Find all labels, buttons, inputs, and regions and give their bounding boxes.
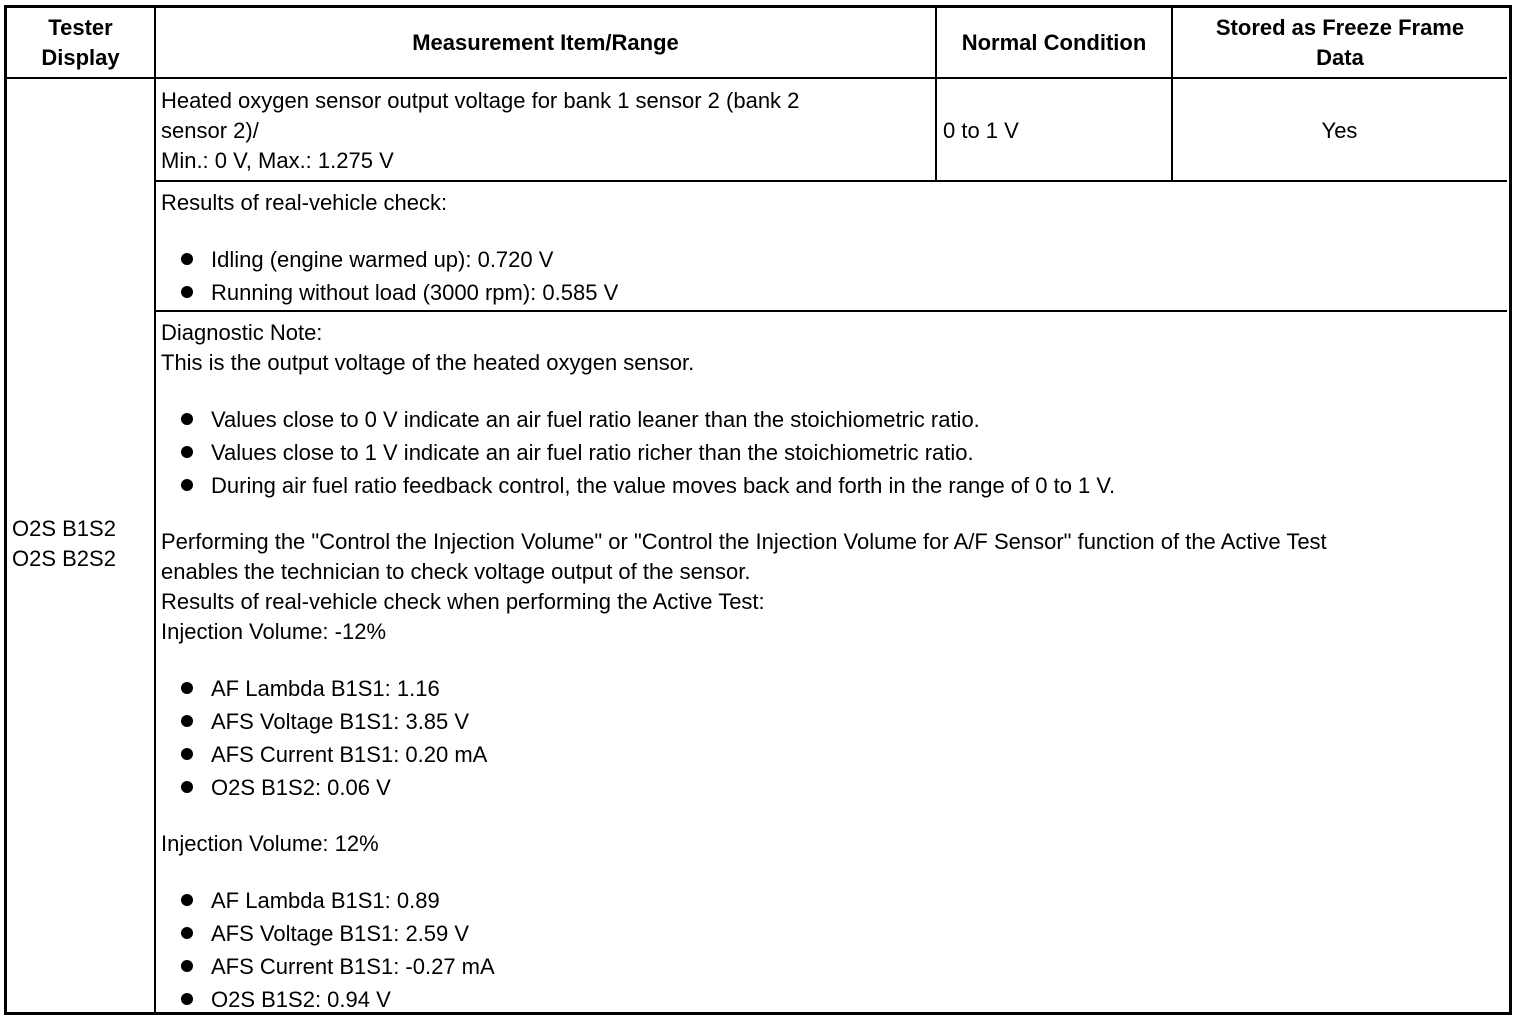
tester-display-b2s2: O2S B2S2 [12,546,116,571]
row2-divider [154,310,1507,312]
list-item: O2S B1S2: 0.94 V [161,983,1327,1016]
list-item: AF Lambda B1S1: 1.16 [161,672,1327,705]
header-tester-display: Tester Display [41,15,120,70]
list-item: Values close to 1 V indicate an air fuel ratio richer than the stoichiometric ratio. [161,436,1327,469]
normal-condition-value: 0 to 1 V [943,118,1019,143]
tester-display-cell [12,514,116,574]
header-measurement: Measurement Item/Range [412,30,679,55]
list-item: Running without load (3000 rpm): 0.585 V [161,276,618,309]
tester-display-b1s2: O2S B1S2 [12,516,116,541]
header-normal-condition: Normal Condition [961,30,1147,55]
real-vehicle-check-cell [161,188,618,309]
list-item: AFS Voltage B1S1: 2.59 V [161,917,1327,950]
diagnostic-note-list [161,403,1327,502]
row1-divider [154,180,1507,182]
list-item: AFS Voltage B1S1: 3.85 V [161,705,1327,738]
list-item: AFS Current B1S1: -0.27 mA [161,950,1327,983]
real-vehicle-check-title: Results of real-vehicle check: [161,190,448,215]
list-item: AF Lambda B1S1: 0.89 [161,884,1327,917]
injection-volume-plus-title: Injection Volume: 12% [161,831,379,856]
measurement-line: Heated oxygen sensor output voltage for bank 1 sensor 2 (bank 2 [161,88,800,113]
list-item: O2S B1S2: 0.06 V [161,771,1327,804]
freeze-frame-value: Yes [1321,118,1358,143]
list-item: Idling (engine warmed up): 0.720 V [161,243,618,276]
diagnostic-note-text: This is the output voltage of the heated oxygen sensor. [161,350,695,375]
real-vehicle-check-list [161,243,618,309]
measurement-line: sensor 2)/ [161,118,259,143]
diagnostic-note-cell [161,318,1327,1016]
list-item: During air fuel ratio feedback control, the value moves back and forth in the range of 0 to 1 V. [161,469,1327,502]
active-test-paragraph: Performing the "Control the Injection Volume" or "Control the Injection Volume for A/F Sensor" function of the Active Test [161,529,1327,554]
active-test-paragraph: enables the technician to check voltage output of the sensor. [161,559,751,584]
injection-volume-minus-title: Injection Volume: -12% [161,619,387,644]
col-divider-3 [1171,8,1173,181]
header-freeze-frame: Stored as Freeze Frame Data [1215,15,1465,70]
col-divider-1 [154,8,156,1012]
measurement-item-cell [161,86,799,176]
list-item: AFS Current B1S1: 0.20 mA [161,738,1327,771]
measurement-line: Min.: 0 V, Max.: 1.275 V [161,148,394,173]
list-item: Values close to 0 V indicate an air fuel ratio leaner than the stoichiometric ratio. [161,403,1327,436]
diagnostic-note-title: Diagnostic Note: [161,320,323,345]
header-divider [7,77,1507,79]
injection-minus-list [161,672,1327,804]
active-test-paragraph: Results of real-vehicle check when performing the Active Test: [161,589,765,614]
injection-plus-list [161,884,1327,1016]
